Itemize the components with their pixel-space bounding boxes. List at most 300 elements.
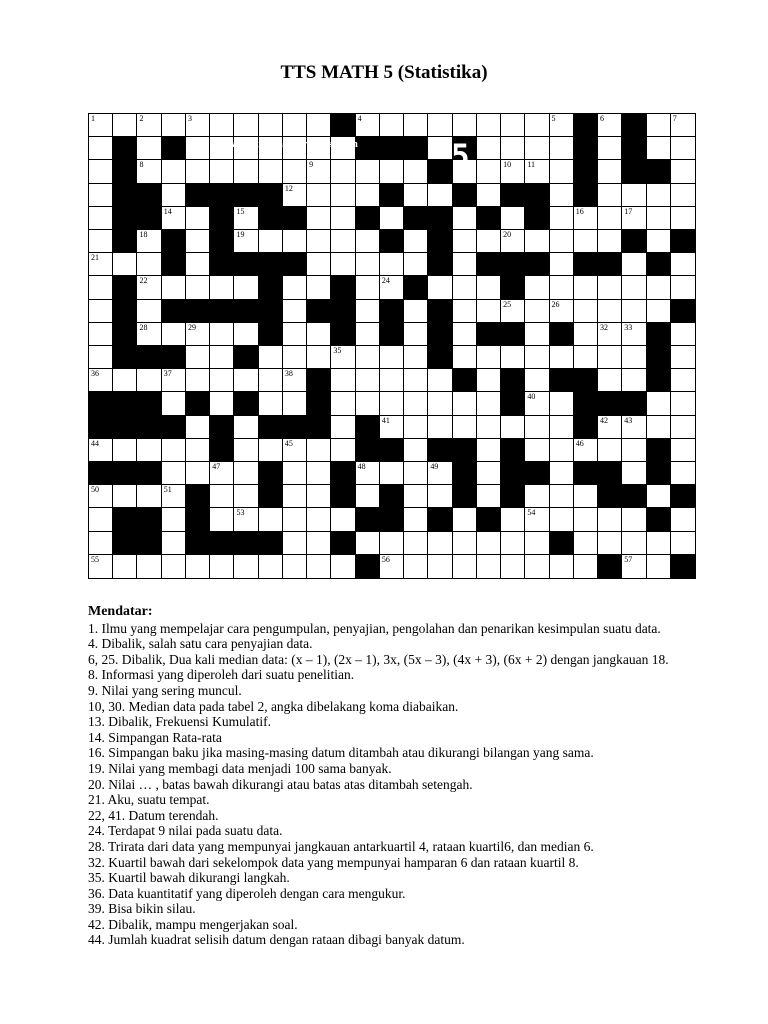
grid-cell[interactable] xyxy=(671,253,695,276)
grid-cell[interactable] xyxy=(89,276,113,299)
grid-cell[interactable] xyxy=(307,230,331,253)
grid-cell[interactable] xyxy=(210,392,234,415)
grid-cell[interactable] xyxy=(453,532,477,555)
grid-cell[interactable] xyxy=(525,508,549,531)
grid-cell[interactable] xyxy=(477,532,501,555)
grid-cell[interactable] xyxy=(477,555,501,578)
grid-cell[interactable] xyxy=(404,462,428,485)
grid-cell[interactable] xyxy=(598,346,622,369)
grid-cell[interactable] xyxy=(574,346,598,369)
grid-cell[interactable] xyxy=(671,346,695,369)
grid-cell[interactable] xyxy=(477,276,501,299)
grid-cell[interactable] xyxy=(283,230,307,253)
grid-cell[interactable] xyxy=(89,346,113,369)
grid-cell[interactable] xyxy=(671,369,695,392)
grid-cell[interactable] xyxy=(186,346,210,369)
grid-cell[interactable] xyxy=(550,439,574,462)
grid-cell[interactable] xyxy=(380,416,404,439)
grid-cell[interactable] xyxy=(647,532,671,555)
grid-cell[interactable] xyxy=(234,555,258,578)
grid-cell[interactable] xyxy=(380,253,404,276)
grid-cell[interactable] xyxy=(647,184,671,207)
grid-cell[interactable] xyxy=(162,184,186,207)
grid-cell[interactable] xyxy=(210,323,234,346)
grid-cell[interactable] xyxy=(283,346,307,369)
grid-cell[interactable] xyxy=(89,230,113,253)
grid-cell[interactable] xyxy=(89,114,113,137)
grid-cell[interactable] xyxy=(356,300,380,323)
grid-cell[interactable] xyxy=(331,207,355,230)
grid-cell[interactable] xyxy=(647,392,671,415)
grid-cell[interactable] xyxy=(356,114,380,137)
grid-cell[interactable] xyxy=(428,555,452,578)
grid-cell[interactable] xyxy=(622,207,646,230)
grid-cell[interactable] xyxy=(525,392,549,415)
grid-cell[interactable] xyxy=(671,416,695,439)
grid-cell[interactable] xyxy=(162,555,186,578)
grid-cell[interactable] xyxy=(89,439,113,462)
grid-cell[interactable] xyxy=(404,253,428,276)
grid-cell[interactable] xyxy=(234,508,258,531)
grid-cell[interactable] xyxy=(671,160,695,183)
grid-cell[interactable] xyxy=(137,160,161,183)
grid-cell[interactable] xyxy=(283,300,307,323)
grid-cell[interactable] xyxy=(501,508,525,531)
grid-cell[interactable] xyxy=(598,276,622,299)
grid-cell[interactable] xyxy=(137,555,161,578)
grid-cell[interactable] xyxy=(380,462,404,485)
grid-cell[interactable] xyxy=(574,532,598,555)
grid-cell[interactable] xyxy=(671,184,695,207)
grid-cell[interactable] xyxy=(477,137,501,160)
grid-cell[interactable] xyxy=(671,114,695,137)
grid-cell[interactable] xyxy=(356,184,380,207)
grid-cell[interactable] xyxy=(331,184,355,207)
grid-cell[interactable] xyxy=(477,416,501,439)
grid-cell[interactable] xyxy=(525,346,549,369)
grid-cell[interactable] xyxy=(550,392,574,415)
grid-cell[interactable] xyxy=(234,416,258,439)
grid-cell[interactable] xyxy=(525,555,549,578)
grid-cell[interactable] xyxy=(186,416,210,439)
grid-cell[interactable] xyxy=(598,230,622,253)
grid-cell[interactable] xyxy=(453,392,477,415)
grid-cell[interactable] xyxy=(186,137,210,160)
grid-cell[interactable] xyxy=(307,439,331,462)
grid-cell[interactable] xyxy=(210,114,234,137)
grid-cell[interactable] xyxy=(428,114,452,137)
grid-cell[interactable] xyxy=(283,276,307,299)
grid-cell[interactable] xyxy=(113,555,137,578)
grid-cell[interactable] xyxy=(283,555,307,578)
grid-cell[interactable] xyxy=(404,160,428,183)
grid-cell[interactable] xyxy=(380,114,404,137)
grid-cell[interactable] xyxy=(380,369,404,392)
grid-cell[interactable] xyxy=(210,276,234,299)
grid-cell[interactable] xyxy=(525,439,549,462)
grid-cell[interactable] xyxy=(283,392,307,415)
grid-cell[interactable] xyxy=(622,532,646,555)
grid-cell[interactable] xyxy=(331,160,355,183)
grid-cell[interactable] xyxy=(356,369,380,392)
grid-cell[interactable] xyxy=(113,253,137,276)
grid-cell[interactable] xyxy=(404,346,428,369)
grid-cell[interactable] xyxy=(186,160,210,183)
grid-cell[interactable] xyxy=(501,137,525,160)
grid-cell[interactable] xyxy=(380,532,404,555)
grid-cell[interactable] xyxy=(137,137,161,160)
grid-cell[interactable] xyxy=(234,462,258,485)
grid-cell[interactable] xyxy=(283,114,307,137)
grid-cell[interactable] xyxy=(307,207,331,230)
grid-cell[interactable] xyxy=(453,300,477,323)
grid-cell[interactable] xyxy=(404,114,428,137)
grid-cell[interactable] xyxy=(307,462,331,485)
grid-cell[interactable] xyxy=(113,485,137,508)
grid-cell[interactable] xyxy=(622,323,646,346)
grid-cell[interactable] xyxy=(89,508,113,531)
grid-cell[interactable] xyxy=(113,439,137,462)
grid-cell[interactable] xyxy=(162,508,186,531)
grid-cell[interactable] xyxy=(598,160,622,183)
grid-cell[interactable] xyxy=(404,323,428,346)
grid-cell[interactable] xyxy=(210,485,234,508)
grid-cell[interactable] xyxy=(283,369,307,392)
grid-cell[interactable] xyxy=(574,207,598,230)
grid-cell[interactable] xyxy=(356,485,380,508)
grid-cell[interactable] xyxy=(380,276,404,299)
grid-cell[interactable] xyxy=(671,137,695,160)
grid-cell[interactable] xyxy=(380,207,404,230)
grid-cell[interactable] xyxy=(307,508,331,531)
grid-cell[interactable] xyxy=(428,276,452,299)
grid-cell[interactable] xyxy=(331,253,355,276)
grid-cell[interactable] xyxy=(647,555,671,578)
grid-cell[interactable] xyxy=(186,230,210,253)
grid-cell[interactable] xyxy=(307,485,331,508)
grid-cell[interactable] xyxy=(380,392,404,415)
grid-cell[interactable] xyxy=(234,323,258,346)
grid-cell[interactable] xyxy=(477,300,501,323)
grid-cell[interactable] xyxy=(259,160,283,183)
grid-cell[interactable] xyxy=(428,485,452,508)
grid-cell[interactable] xyxy=(137,485,161,508)
grid-cell[interactable] xyxy=(574,323,598,346)
grid-cell[interactable] xyxy=(331,508,355,531)
grid-cell[interactable] xyxy=(283,323,307,346)
grid-cell[interactable] xyxy=(89,137,113,160)
grid-cell[interactable] xyxy=(186,462,210,485)
grid-cell[interactable] xyxy=(356,532,380,555)
grid-cell[interactable] xyxy=(89,369,113,392)
grid-cell[interactable] xyxy=(283,532,307,555)
grid-cell[interactable] xyxy=(574,439,598,462)
grid-cell[interactable] xyxy=(453,323,477,346)
grid-cell[interactable] xyxy=(404,508,428,531)
grid-cell[interactable] xyxy=(162,485,186,508)
grid-cell[interactable] xyxy=(283,160,307,183)
grid-cell[interactable] xyxy=(404,184,428,207)
grid-cell[interactable] xyxy=(307,160,331,183)
grid-cell[interactable] xyxy=(307,276,331,299)
grid-cell[interactable] xyxy=(501,230,525,253)
grid-cell[interactable] xyxy=(331,555,355,578)
grid-cell[interactable] xyxy=(501,300,525,323)
grid-cell[interactable] xyxy=(477,462,501,485)
grid-cell[interactable] xyxy=(501,114,525,137)
grid-cell[interactable] xyxy=(234,369,258,392)
grid-cell[interactable] xyxy=(259,114,283,137)
grid-cell[interactable] xyxy=(113,114,137,137)
grid-cell[interactable] xyxy=(598,508,622,531)
grid-cell[interactable] xyxy=(404,230,428,253)
grid-cell[interactable] xyxy=(477,160,501,183)
grid-cell[interactable] xyxy=(550,346,574,369)
grid-cell[interactable] xyxy=(622,508,646,531)
grid-cell[interactable] xyxy=(671,207,695,230)
grid-cell[interactable] xyxy=(356,253,380,276)
grid-cell[interactable] xyxy=(525,323,549,346)
grid-cell[interactable] xyxy=(186,276,210,299)
grid-cell[interactable] xyxy=(598,184,622,207)
grid-cell[interactable] xyxy=(356,230,380,253)
grid-cell[interactable] xyxy=(356,160,380,183)
grid-cell[interactable] xyxy=(622,555,646,578)
grid-cell[interactable] xyxy=(647,137,671,160)
grid-cell[interactable] xyxy=(89,160,113,183)
grid-cell[interactable] xyxy=(210,160,234,183)
grid-cell[interactable] xyxy=(574,276,598,299)
grid-cell[interactable] xyxy=(356,276,380,299)
grid-cell[interactable] xyxy=(574,230,598,253)
grid-cell[interactable] xyxy=(234,439,258,462)
grid-cell[interactable] xyxy=(525,230,549,253)
grid-cell[interactable] xyxy=(210,346,234,369)
grid-cell[interactable] xyxy=(137,253,161,276)
grid-cell[interactable] xyxy=(162,532,186,555)
grid-cell[interactable] xyxy=(647,485,671,508)
grid-cell[interactable] xyxy=(259,369,283,392)
grid-cell[interactable] xyxy=(647,207,671,230)
grid-cell[interactable] xyxy=(550,253,574,276)
grid-cell[interactable] xyxy=(453,346,477,369)
grid-cell[interactable] xyxy=(598,416,622,439)
grid-cell[interactable] xyxy=(525,160,549,183)
grid-cell[interactable] xyxy=(598,439,622,462)
grid-cell[interactable] xyxy=(647,276,671,299)
grid-cell[interactable] xyxy=(477,346,501,369)
grid-cell[interactable] xyxy=(89,253,113,276)
grid-cell[interactable] xyxy=(647,114,671,137)
grid-cell[interactable] xyxy=(477,392,501,415)
grid-cell[interactable] xyxy=(307,555,331,578)
grid-cell[interactable] xyxy=(477,369,501,392)
grid-cell[interactable] xyxy=(331,369,355,392)
grid-cell[interactable] xyxy=(259,392,283,415)
grid-cell[interactable] xyxy=(477,230,501,253)
grid-cell[interactable] xyxy=(671,462,695,485)
grid-cell[interactable] xyxy=(428,184,452,207)
grid-cell[interactable] xyxy=(453,114,477,137)
grid-cell[interactable] xyxy=(622,439,646,462)
grid-cell[interactable] xyxy=(380,160,404,183)
grid-cell[interactable] xyxy=(525,416,549,439)
grid-cell[interactable] xyxy=(89,323,113,346)
grid-cell[interactable] xyxy=(186,114,210,137)
grid-cell[interactable] xyxy=(404,555,428,578)
grid-cell[interactable] xyxy=(428,532,452,555)
grid-cell[interactable] xyxy=(137,300,161,323)
grid-cell[interactable] xyxy=(307,253,331,276)
grid-cell[interactable] xyxy=(647,416,671,439)
grid-cell[interactable] xyxy=(307,532,331,555)
grid-cell[interactable] xyxy=(356,392,380,415)
grid-cell[interactable] xyxy=(210,555,234,578)
grid-cell[interactable] xyxy=(404,485,428,508)
grid-cell[interactable] xyxy=(331,439,355,462)
grid-cell[interactable] xyxy=(428,137,452,160)
grid-cell[interactable] xyxy=(671,508,695,531)
grid-cell[interactable] xyxy=(137,323,161,346)
grid-cell[interactable] xyxy=(89,300,113,323)
grid-cell[interactable] xyxy=(404,300,428,323)
grid-cell[interactable] xyxy=(283,439,307,462)
grid-cell[interactable] xyxy=(501,207,525,230)
grid-cell[interactable] xyxy=(550,416,574,439)
grid-cell[interactable] xyxy=(186,555,210,578)
grid-cell[interactable] xyxy=(234,114,258,137)
grid-cell[interactable] xyxy=(283,485,307,508)
grid-cell[interactable] xyxy=(574,508,598,531)
grid-cell[interactable] xyxy=(550,300,574,323)
grid-cell[interactable] xyxy=(404,392,428,415)
grid-cell[interactable] xyxy=(550,137,574,160)
grid-cell[interactable] xyxy=(598,323,622,346)
grid-cell[interactable] xyxy=(162,160,186,183)
grid-cell[interactable] xyxy=(356,323,380,346)
grid-cell[interactable] xyxy=(137,114,161,137)
grid-cell[interactable] xyxy=(598,532,622,555)
grid-cell[interactable] xyxy=(234,160,258,183)
grid-cell[interactable] xyxy=(574,300,598,323)
grid-cell[interactable] xyxy=(259,555,283,578)
grid-cell[interactable] xyxy=(453,207,477,230)
grid-cell[interactable] xyxy=(622,276,646,299)
grid-cell[interactable] xyxy=(404,532,428,555)
grid-cell[interactable] xyxy=(622,416,646,439)
grid-cell[interactable] xyxy=(453,416,477,439)
grid-cell[interactable] xyxy=(622,462,646,485)
grid-cell[interactable] xyxy=(453,508,477,531)
grid-cell[interactable] xyxy=(428,416,452,439)
grid-cell[interactable] xyxy=(622,346,646,369)
grid-cell[interactable] xyxy=(525,532,549,555)
grid-cell[interactable] xyxy=(283,184,307,207)
grid-cell[interactable] xyxy=(501,160,525,183)
grid-cell[interactable] xyxy=(550,160,574,183)
grid-cell[interactable] xyxy=(525,300,549,323)
grid-cell[interactable] xyxy=(89,184,113,207)
grid-cell[interactable] xyxy=(331,392,355,415)
grid-cell[interactable] xyxy=(89,532,113,555)
grid-cell[interactable] xyxy=(550,230,574,253)
grid-cell[interactable] xyxy=(137,230,161,253)
grid-cell[interactable] xyxy=(89,207,113,230)
grid-cell[interactable] xyxy=(598,207,622,230)
grid-cell[interactable] xyxy=(380,346,404,369)
grid-cell[interactable] xyxy=(453,253,477,276)
grid-cell[interactable] xyxy=(162,439,186,462)
grid-cell[interactable] xyxy=(501,532,525,555)
grid-cell[interactable] xyxy=(671,392,695,415)
grid-cell[interactable] xyxy=(307,184,331,207)
grid-cell[interactable] xyxy=(525,485,549,508)
grid-cell[interactable] xyxy=(186,207,210,230)
grid-cell[interactable] xyxy=(210,508,234,531)
grid-cell[interactable] xyxy=(404,416,428,439)
grid-cell[interactable] xyxy=(137,276,161,299)
grid-cell[interactable] xyxy=(186,369,210,392)
grid-cell[interactable] xyxy=(598,137,622,160)
grid-cell[interactable] xyxy=(622,253,646,276)
grid-cell[interactable] xyxy=(598,114,622,137)
grid-cell[interactable] xyxy=(501,416,525,439)
grid-cell[interactable] xyxy=(598,369,622,392)
grid-cell[interactable] xyxy=(210,369,234,392)
grid-cell[interactable] xyxy=(598,300,622,323)
grid-cell[interactable] xyxy=(477,114,501,137)
grid-cell[interactable] xyxy=(307,346,331,369)
grid-cell[interactable] xyxy=(162,207,186,230)
grid-cell[interactable] xyxy=(428,462,452,485)
grid-cell[interactable] xyxy=(210,462,234,485)
grid-cell[interactable] xyxy=(622,300,646,323)
grid-cell[interactable] xyxy=(647,230,671,253)
grid-cell[interactable] xyxy=(453,555,477,578)
grid-cell[interactable] xyxy=(259,508,283,531)
grid-cell[interactable] xyxy=(331,416,355,439)
grid-cell[interactable] xyxy=(162,276,186,299)
grid-cell[interactable] xyxy=(186,253,210,276)
grid-cell[interactable] xyxy=(113,369,137,392)
grid-cell[interactable] xyxy=(356,346,380,369)
grid-cell[interactable] xyxy=(186,323,210,346)
grid-cell[interactable] xyxy=(453,276,477,299)
grid-cell[interactable] xyxy=(259,346,283,369)
grid-cell[interactable] xyxy=(501,346,525,369)
grid-cell[interactable] xyxy=(477,485,501,508)
grid-cell[interactable] xyxy=(137,439,161,462)
grid-cell[interactable] xyxy=(671,532,695,555)
grid-cell[interactable] xyxy=(525,137,549,160)
grid-cell[interactable] xyxy=(380,555,404,578)
grid-cell[interactable] xyxy=(259,230,283,253)
grid-cell[interactable] xyxy=(525,276,549,299)
grid-cell[interactable] xyxy=(162,114,186,137)
grid-cell[interactable] xyxy=(234,230,258,253)
grid-cell[interactable] xyxy=(234,485,258,508)
grid-cell[interactable] xyxy=(550,485,574,508)
grid-cell[interactable] xyxy=(186,439,210,462)
grid-cell[interactable] xyxy=(550,508,574,531)
grid-cell[interactable] xyxy=(550,276,574,299)
grid-cell[interactable] xyxy=(331,346,355,369)
grid-cell[interactable] xyxy=(89,485,113,508)
grid-cell[interactable] xyxy=(550,555,574,578)
grid-cell[interactable] xyxy=(162,462,186,485)
grid-cell[interactable] xyxy=(283,508,307,531)
grid-cell[interactable] xyxy=(550,184,574,207)
